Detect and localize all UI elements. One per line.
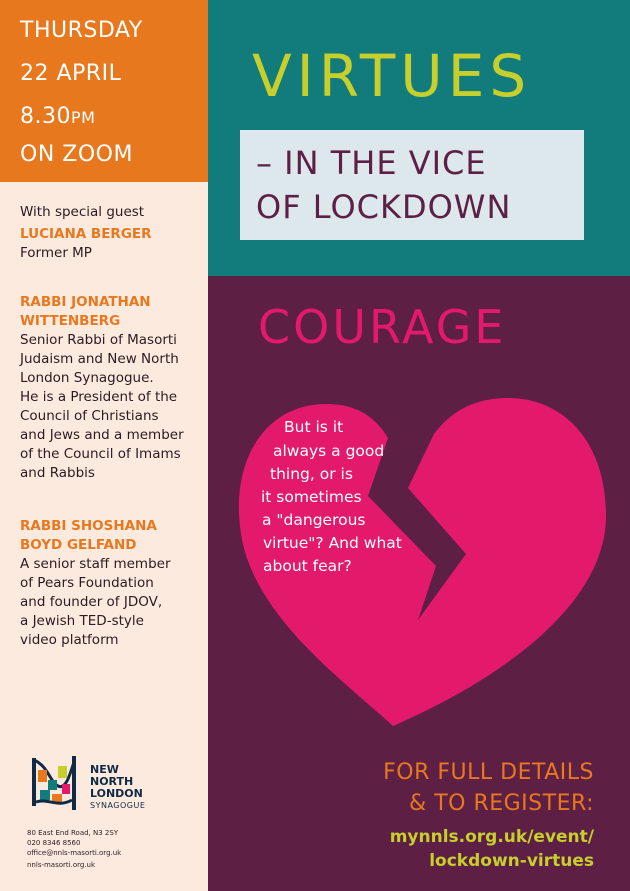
- speaker-2-name-2: BOYD GELFAND: [20, 537, 137, 553]
- question-line-1: But is it: [284, 418, 344, 436]
- topic-heading: COURAGE: [258, 300, 507, 354]
- page-title: VIRTUES: [252, 42, 532, 110]
- event-day: THURSDAY: [20, 18, 143, 43]
- question-line-5: a "dangerous: [262, 511, 366, 529]
- speaker-1-name: RABBI JONATHAN: [20, 294, 151, 310]
- address-web[interactable]: nnls-masorti.org.uk: [27, 861, 96, 869]
- speaker-1-bio-2: Judaism and New North: [20, 351, 179, 367]
- address-email[interactable]: office@nnls-masorti.org.uk: [27, 849, 122, 857]
- question-line-6: virtue"? And what: [263, 534, 402, 552]
- speaker-1-bio-6: and Jews and a member: [20, 427, 184, 443]
- guest-intro: With special guest: [20, 204, 145, 220]
- speaker-2-block: [20, 517, 171, 650]
- special-guest-block: [20, 203, 152, 263]
- register-link-2[interactable]: lockdown-virtues: [429, 851, 594, 871]
- question-line-2: always a good: [273, 442, 385, 460]
- logo-line-4: SYNAGOGUE: [90, 801, 146, 810]
- address-street: 80 East End Road, N3 2SY: [27, 829, 119, 837]
- logo-line-3: LONDON: [90, 787, 143, 800]
- register-link-1[interactable]: mynnls.org.uk/event/: [389, 827, 594, 847]
- speaker-1-bio-7: of the Council of Imams: [20, 446, 181, 462]
- speaker-2-bio-2: of Pears Foundation: [20, 575, 154, 591]
- event-time: [20, 104, 95, 129]
- logo-line-2: NORTH: [90, 775, 134, 788]
- address-phone: 020 8346 8560: [27, 839, 81, 847]
- question-line-3: thing, or is: [270, 465, 353, 483]
- logo-line-1: NEW: [90, 763, 119, 776]
- question-line-7: about fear?: [263, 557, 352, 575]
- speaker-2-bio-1: A senior staff member: [20, 556, 171, 572]
- speaker-2-bio-5: video platform: [20, 632, 119, 648]
- event-date: 22 APRIL: [20, 61, 122, 86]
- guest-role: Former MP: [20, 245, 92, 261]
- speaker-1-bio-5: Council of Christians: [20, 408, 159, 424]
- speaker-2-bio-4: a Jewish TED-style: [20, 613, 144, 629]
- subtitle-line-1: – IN THE VICE: [256, 144, 487, 182]
- cta-line-1: FOR FULL DETAILS: [383, 760, 594, 785]
- speaker-1-bio-1: Senior Rabbi of Masorti: [20, 332, 177, 348]
- speaker-1-bio-3: London Synagogue.: [20, 370, 154, 386]
- speaker-2-bio-3: and founder of JDOV,: [20, 594, 163, 610]
- event-time-suffix: PM: [70, 108, 96, 127]
- event-time-number: 8.30: [20, 104, 71, 129]
- speaker-1-bio-8: and Rabbis: [20, 465, 95, 481]
- event-platform: ON ZOOM: [20, 142, 133, 167]
- guest-name: LUCIANA BERGER: [20, 226, 152, 242]
- question-line-4: it sometimes: [261, 488, 362, 506]
- cta-line-2: & TO REGISTER:: [409, 791, 594, 816]
- speaker-2-name: RABBI SHOSHANA: [20, 518, 157, 534]
- speaker-1-block: [20, 293, 184, 483]
- speaker-1-bio-4: He is a President of the: [20, 389, 178, 405]
- synagogue-logo-icon: [28, 752, 86, 814]
- subtitle-line-2: OF LOCKDOWN: [256, 188, 512, 226]
- speaker-1-name-2: WITTENBERG: [20, 313, 121, 329]
